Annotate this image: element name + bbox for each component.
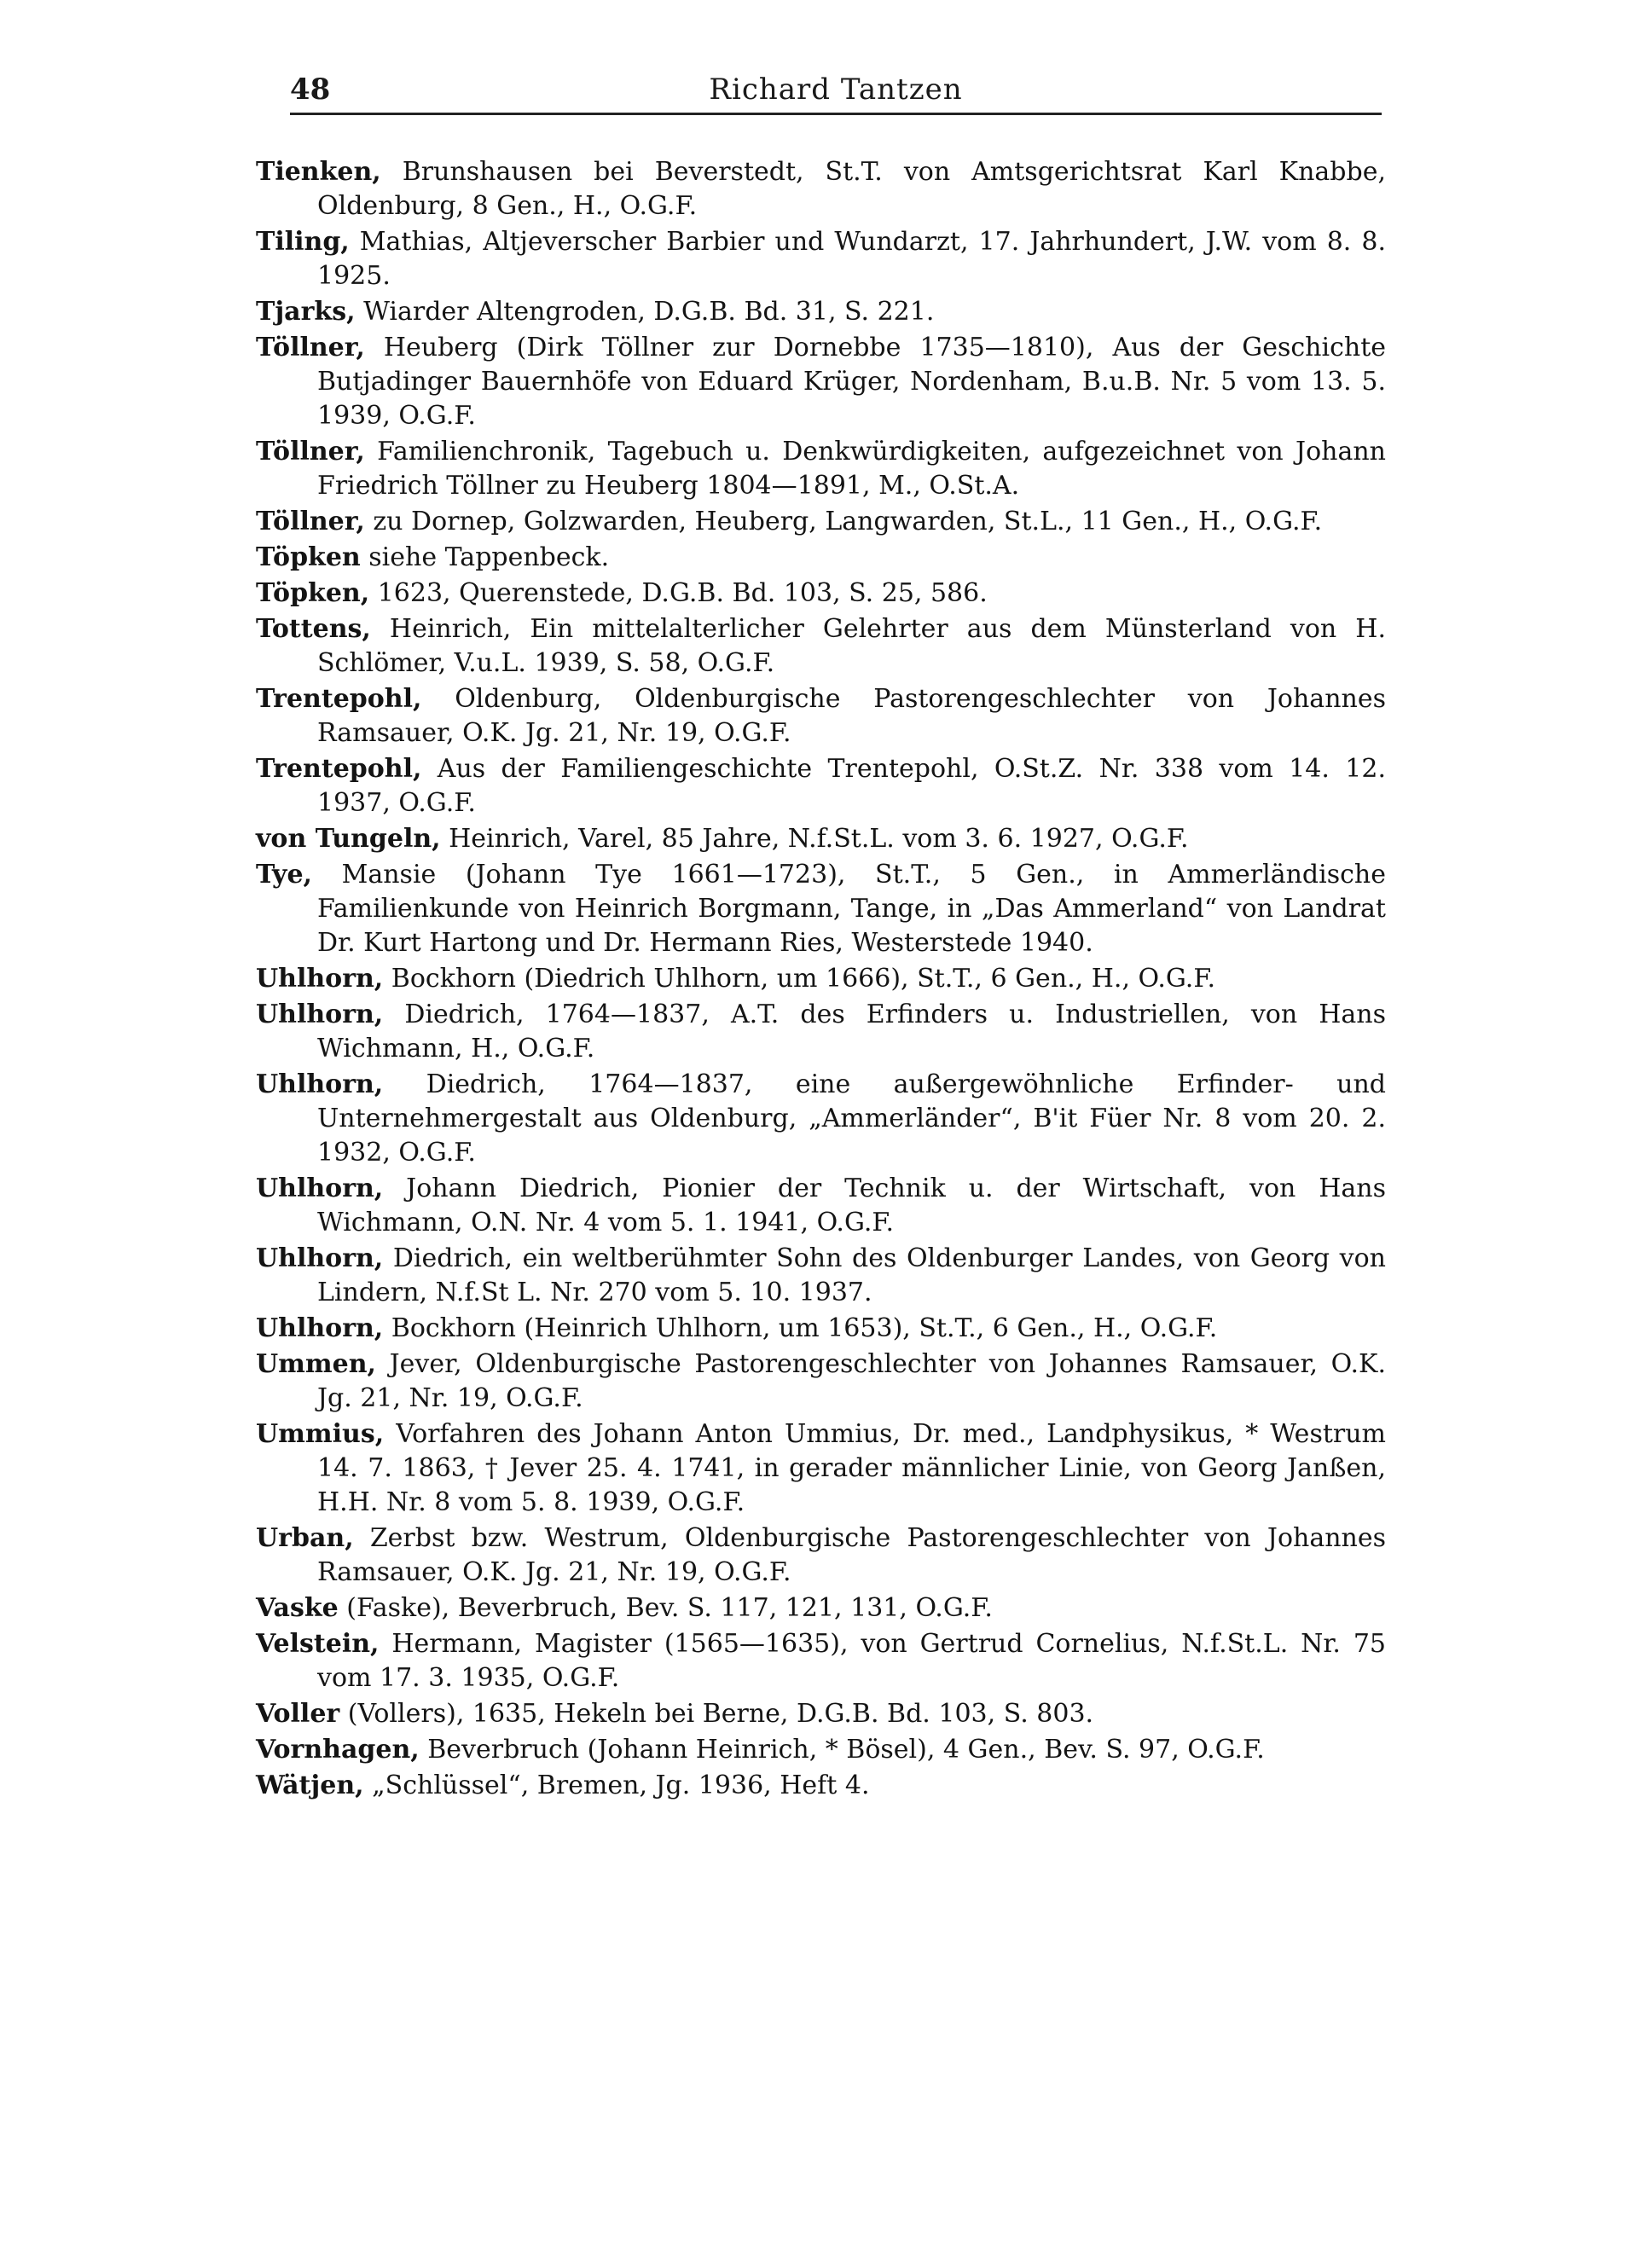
- entry-keyword: Urban,: [256, 1523, 354, 1553]
- entry-text: Heinrich, Ein mittelalterlicher Gelehrter aus dem Münsterland von H. Schlömer, V.u.L. 1939, S. 58, O.G.F.: [317, 614, 1386, 678]
- entry-text: Hermann, Magister (1565—1635), von Gertrud Cornelius, N.f.St.L. Nr. 75 vom 17. 3. 1935, O.G.F.: [317, 1629, 1386, 1693]
- entry-keyword: Töllner,: [256, 437, 365, 467]
- bibliography-entry: [256, 998, 1386, 1066]
- entry-keyword: Töpken,: [256, 578, 370, 608]
- entry-keyword: Wätjen,: [256, 1770, 364, 1800]
- entry-text: zu Dornep, Golzwarden, Heuberg, Langwarden, St.L., 11 Gen., H., O.G.F.: [364, 507, 1323, 536]
- entry-text: Heinrich, Varel, 85 Jahre, N.f.St.L. vom 3. 6. 1927, O.G.F.: [440, 824, 1189, 854]
- bibliography-entry: [256, 541, 1386, 575]
- entry-keyword: Uhlhorn,: [256, 1069, 384, 1099]
- entry-keyword: Uhlhorn,: [256, 1000, 384, 1029]
- entry-text: Oldenburg, Oldenburgische Pastorengeschlechter von Johannes Ramsauer, O.K. Jg. 21, Nr. 19, O.G.F.: [317, 684, 1386, 748]
- entry-text: Familienchronik, Tagebuch u. Denkwürdigkeiten, aufgezeichnet von Johann Friedrich Töllner zu Heuberg 1804—1891, M., O.St.A.: [317, 437, 1386, 501]
- entry-text: Zerbst bzw. Westrum, Oldenburgische Pastorengeschlechter von Johannes Ramsauer, O.K. Jg. 21, Nr. 19, O.G.F.: [317, 1523, 1386, 1587]
- entry-text: Jever, Oldenburgische Pastorengeschlechter von Johannes Ramsauer, O.K. Jg. 21, Nr. 19, O.G.F.: [317, 1349, 1386, 1413]
- bibliography-entry: [256, 1172, 1386, 1240]
- page-header: [290, 67, 1382, 113]
- entry-keyword: Töpken: [256, 542, 361, 572]
- entry-keyword: Töllner,: [256, 507, 365, 536]
- entry-text: (Vollers), 1635, Hekeln bei Berne, D.G.B. Bd. 103, S. 803.: [339, 1699, 1094, 1729]
- bibliography-entry: [256, 295, 1386, 329]
- bibliography-entry: [256, 1521, 1386, 1590]
- bibliography-entry: [256, 577, 1386, 611]
- entry-text: Vorfahren des Johann Anton Ummius, Dr. med., Landphysikus, * Westrum 14. 7. 1863, † Jever 25. 4. 1741, in gerader männlicher Linie, von Georg Janßen, H.H. Nr. 8 vom 5. 8. 1939, O.G.F.: [317, 1419, 1386, 1517]
- bibliography-entry: [256, 1242, 1386, 1310]
- entry-text: Aus der Familiengeschichte Trentepohl, O.St.Z. Nr. 338 vom 14. 12. 1937, O.G.F.: [317, 754, 1386, 818]
- bibliography-entry: [256, 1591, 1386, 1626]
- entry-text: Johann Diedrich, Pionier der Technik u. der Wirtschaft, von Hans Wichmann, O.N. Nr. 4 vom 5. 1. 1941, O.G.F.: [317, 1174, 1386, 1237]
- bibliography-entry: [256, 505, 1386, 539]
- entry-text: Bockhorn (Heinrich Uhlhorn, um 1653), St.T., 6 Gen., H., O.G.F.: [383, 1313, 1218, 1343]
- entry-keyword: Vornhagen,: [256, 1735, 420, 1765]
- entry-text: Diedrich, 1764—1837, A.T. des Erfinders u. Industriellen, von Hans Wichmann, H., O.G.F.: [317, 1000, 1386, 1063]
- entry-text: Diedrich, ein weltberühmter Sohn des Oldenburger Landes, von Georg von Lindern, N.f.St L. Nr. 270 vom 5. 10. 1937.: [317, 1243, 1386, 1307]
- entry-keyword: Tye,: [256, 860, 312, 890]
- entry-keyword: Tiling,: [256, 227, 350, 257]
- running-title: Richard Tantzen: [709, 72, 963, 107]
- entry-keyword: Ummius,: [256, 1419, 385, 1449]
- entry-text: Mansie (Johann Tye 1661—1723), St.T., 5 Gen., in Ammerländische Familienkunde von Heinrich Borgmann, Tange, in „Das Ammerland“ von Landrat Dr. Kurt Hartong und Dr. Hermann Ries, Westerstede 1940.: [312, 860, 1386, 958]
- entry-text: Heuberg (Dirk Töllner zur Dornebbe 1735—1810), Aus der Geschichte Butjadinger Bauernhöfe von Eduard Krüger, Nordenham, B.u.B. Nr. 5 vom 13. 5. 1939, O.G.F.: [317, 333, 1386, 431]
- entry-keyword: Uhlhorn,: [256, 1243, 384, 1273]
- page-number: 48: [290, 72, 331, 107]
- entry-text: Mathias, Altjeverscher Barbier und Wundarzt, 17. Jahrhundert, J.W. vom 8. 8. 1925.: [317, 227, 1386, 291]
- bibliography-entry: [256, 1312, 1386, 1346]
- entry-keyword: Töllner,: [256, 333, 365, 362]
- bibliography-entry: [256, 1769, 1386, 1803]
- bibliography-entry: [256, 435, 1386, 503]
- entry-keyword: Velstein,: [256, 1629, 380, 1659]
- entry-keyword: Tjarks,: [256, 297, 356, 327]
- bibliography-entry: [256, 1733, 1386, 1767]
- bibliography-entry: [256, 1417, 1386, 1520]
- bibliography-entry: [256, 1347, 1386, 1416]
- entry-text: Brunshausen bei Beverstedt, St.T. von Amtsgerichtsrat Karl Knabbe, Oldenburg, 8 Gen., H., O.G.F.: [317, 157, 1386, 221]
- entry-keyword: Vaske: [256, 1593, 339, 1623]
- entry-text: Beverbruch (Johann Heinrich, * Bösel), 4 Gen., Bev. S. 97, O.G.F.: [419, 1735, 1265, 1765]
- entry-text: Diedrich, 1764—1837, eine außergewöhnliche Erfinder- und Unternehmergestalt aus Oldenburg, „Ammerländer“, B'it Füer Nr. 8 vom 20. 2. 1932, O.G.F.: [317, 1069, 1386, 1168]
- entry-keyword: Tottens,: [256, 614, 371, 644]
- bibliography-entry: [256, 858, 1386, 960]
- bibliography-entry: [256, 1627, 1386, 1695]
- bibliography-entry: [256, 612, 1386, 681]
- entry-keyword: Ummen,: [256, 1349, 376, 1379]
- bibliography-entry: [256, 682, 1386, 751]
- entry-keyword: Uhlhorn,: [256, 964, 384, 994]
- entry-keyword: Trentepohl,: [256, 754, 422, 784]
- entry-keyword: Uhlhorn,: [256, 1174, 384, 1203]
- entry-text: siehe Tappenbeck.: [360, 542, 610, 572]
- entry-text: 1623, Querenstede, D.G.B. Bd. 103, S. 25, 586.: [369, 578, 988, 608]
- header-rule: [290, 113, 1382, 115]
- bibliography-entry: [256, 1068, 1386, 1170]
- bibliography-list: [256, 155, 1386, 1805]
- bibliography-entry: [256, 1697, 1386, 1731]
- bibliography-entry: [256, 331, 1386, 433]
- bibliography-entry: [256, 225, 1386, 293]
- bibliography-entry: [256, 155, 1386, 223]
- entry-text: „Schlüssel“, Bremen, Jg. 1936, Heft 4.: [363, 1770, 870, 1800]
- entry-text: Bockhorn (Diedrich Uhlhorn, um 1666), St.T., 6 Gen., H., O.G.F.: [383, 964, 1215, 994]
- entry-text: Wiarder Altengroden, D.G.B. Bd. 31, S. 221.: [355, 297, 935, 327]
- entry-text: (Faske), Beverbruch, Bev. S. 117, 121, 131, O.G.F.: [338, 1593, 993, 1623]
- entry-keyword: Tienken,: [256, 157, 381, 187]
- bibliography-entry: [256, 822, 1386, 856]
- entry-keyword: Voller: [256, 1699, 340, 1729]
- entry-keyword: von Tungeln,: [256, 824, 441, 854]
- bibliography-entry: [256, 962, 1386, 996]
- entry-keyword: Trentepohl,: [256, 684, 422, 714]
- entry-keyword: Uhlhorn,: [256, 1313, 384, 1343]
- bibliography-entry: [256, 752, 1386, 820]
